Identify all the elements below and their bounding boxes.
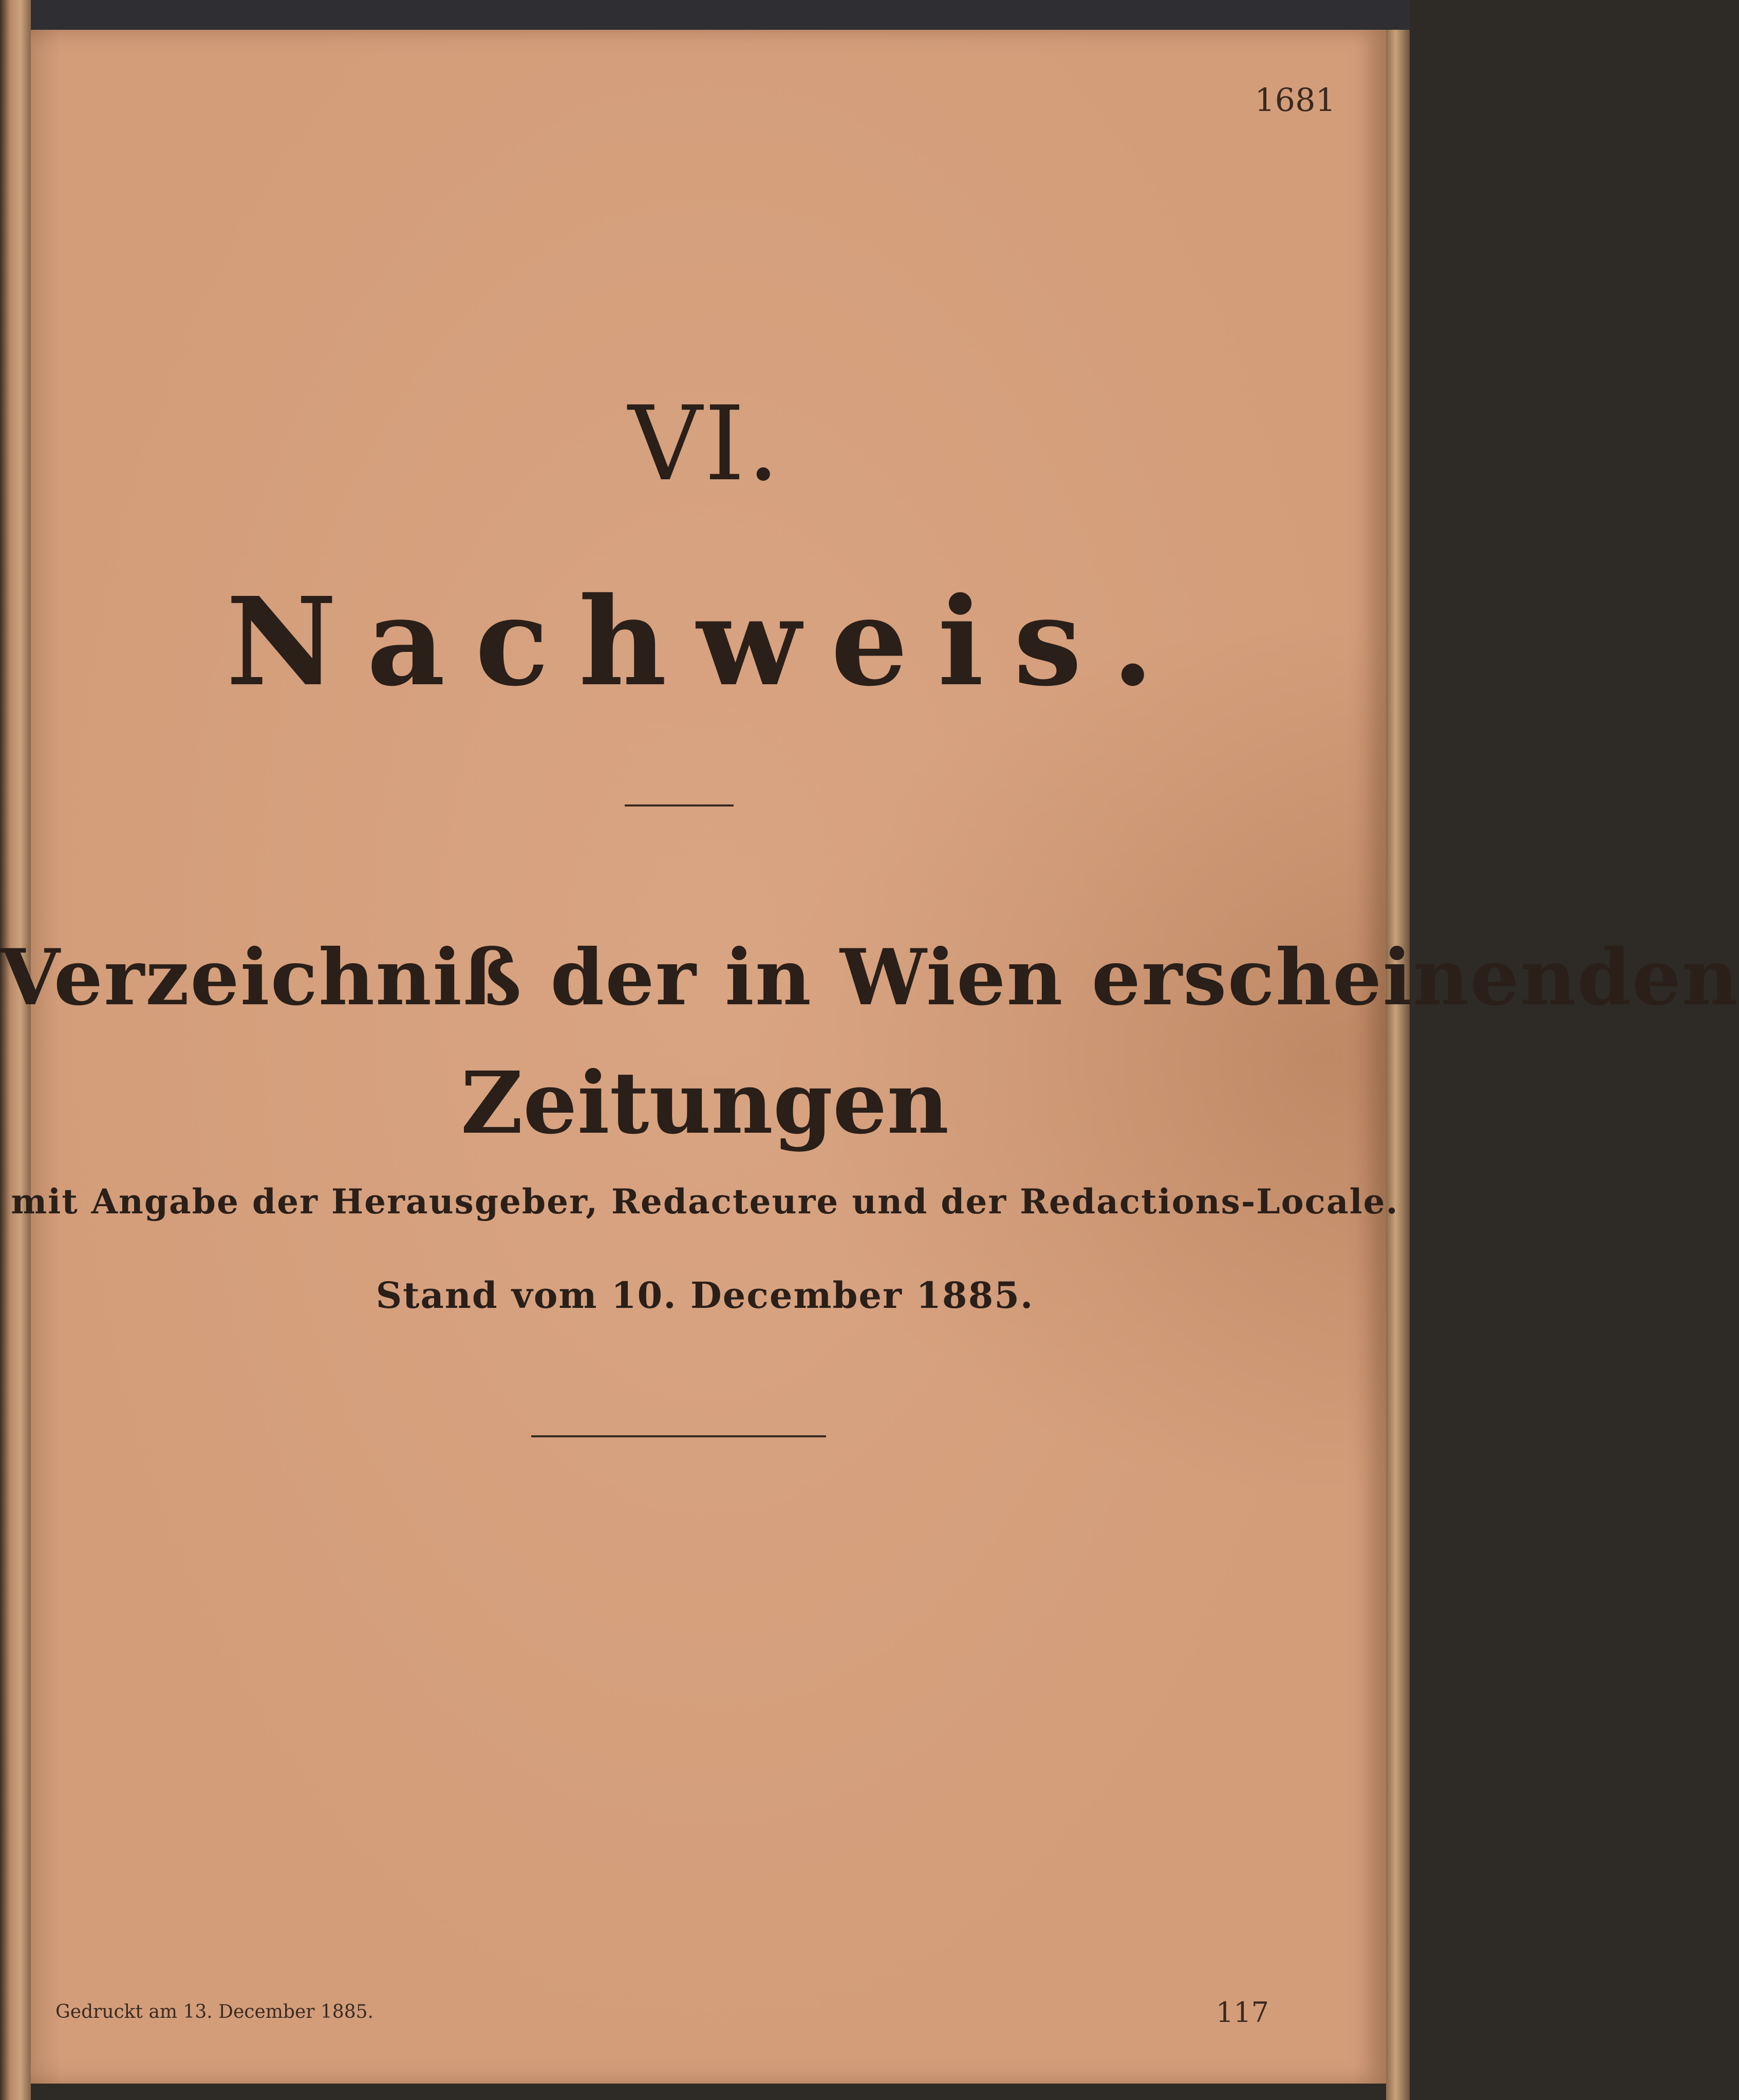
- status-date-line: Stand vom 10. December 1885.: [376, 1274, 1034, 1317]
- page-title: Nachweis.: [226, 570, 1184, 713]
- scan-left-binding: [0, 0, 31, 2100]
- sheet-number: 117: [1216, 1996, 1269, 2029]
- subtitle-line-1: Verzeichniß der in Wien erscheinenden: [0, 932, 1739, 1023]
- scan-top-border: [0, 0, 1410, 31]
- subtitle-line-2: Zeitungen: [460, 1053, 949, 1153]
- divider-rule-2: [531, 1435, 826, 1437]
- section-numeral: VI.: [628, 384, 782, 504]
- divider-rule: [625, 804, 734, 807]
- print-date-footer: Gedruckt am 13. December 1885.: [55, 2001, 373, 2022]
- subtitle-line-3: mit Angabe der Herausgeber, Redacteure und der Redactions-Locale.: [11, 1182, 1399, 1222]
- page-number: 1681: [1255, 81, 1336, 119]
